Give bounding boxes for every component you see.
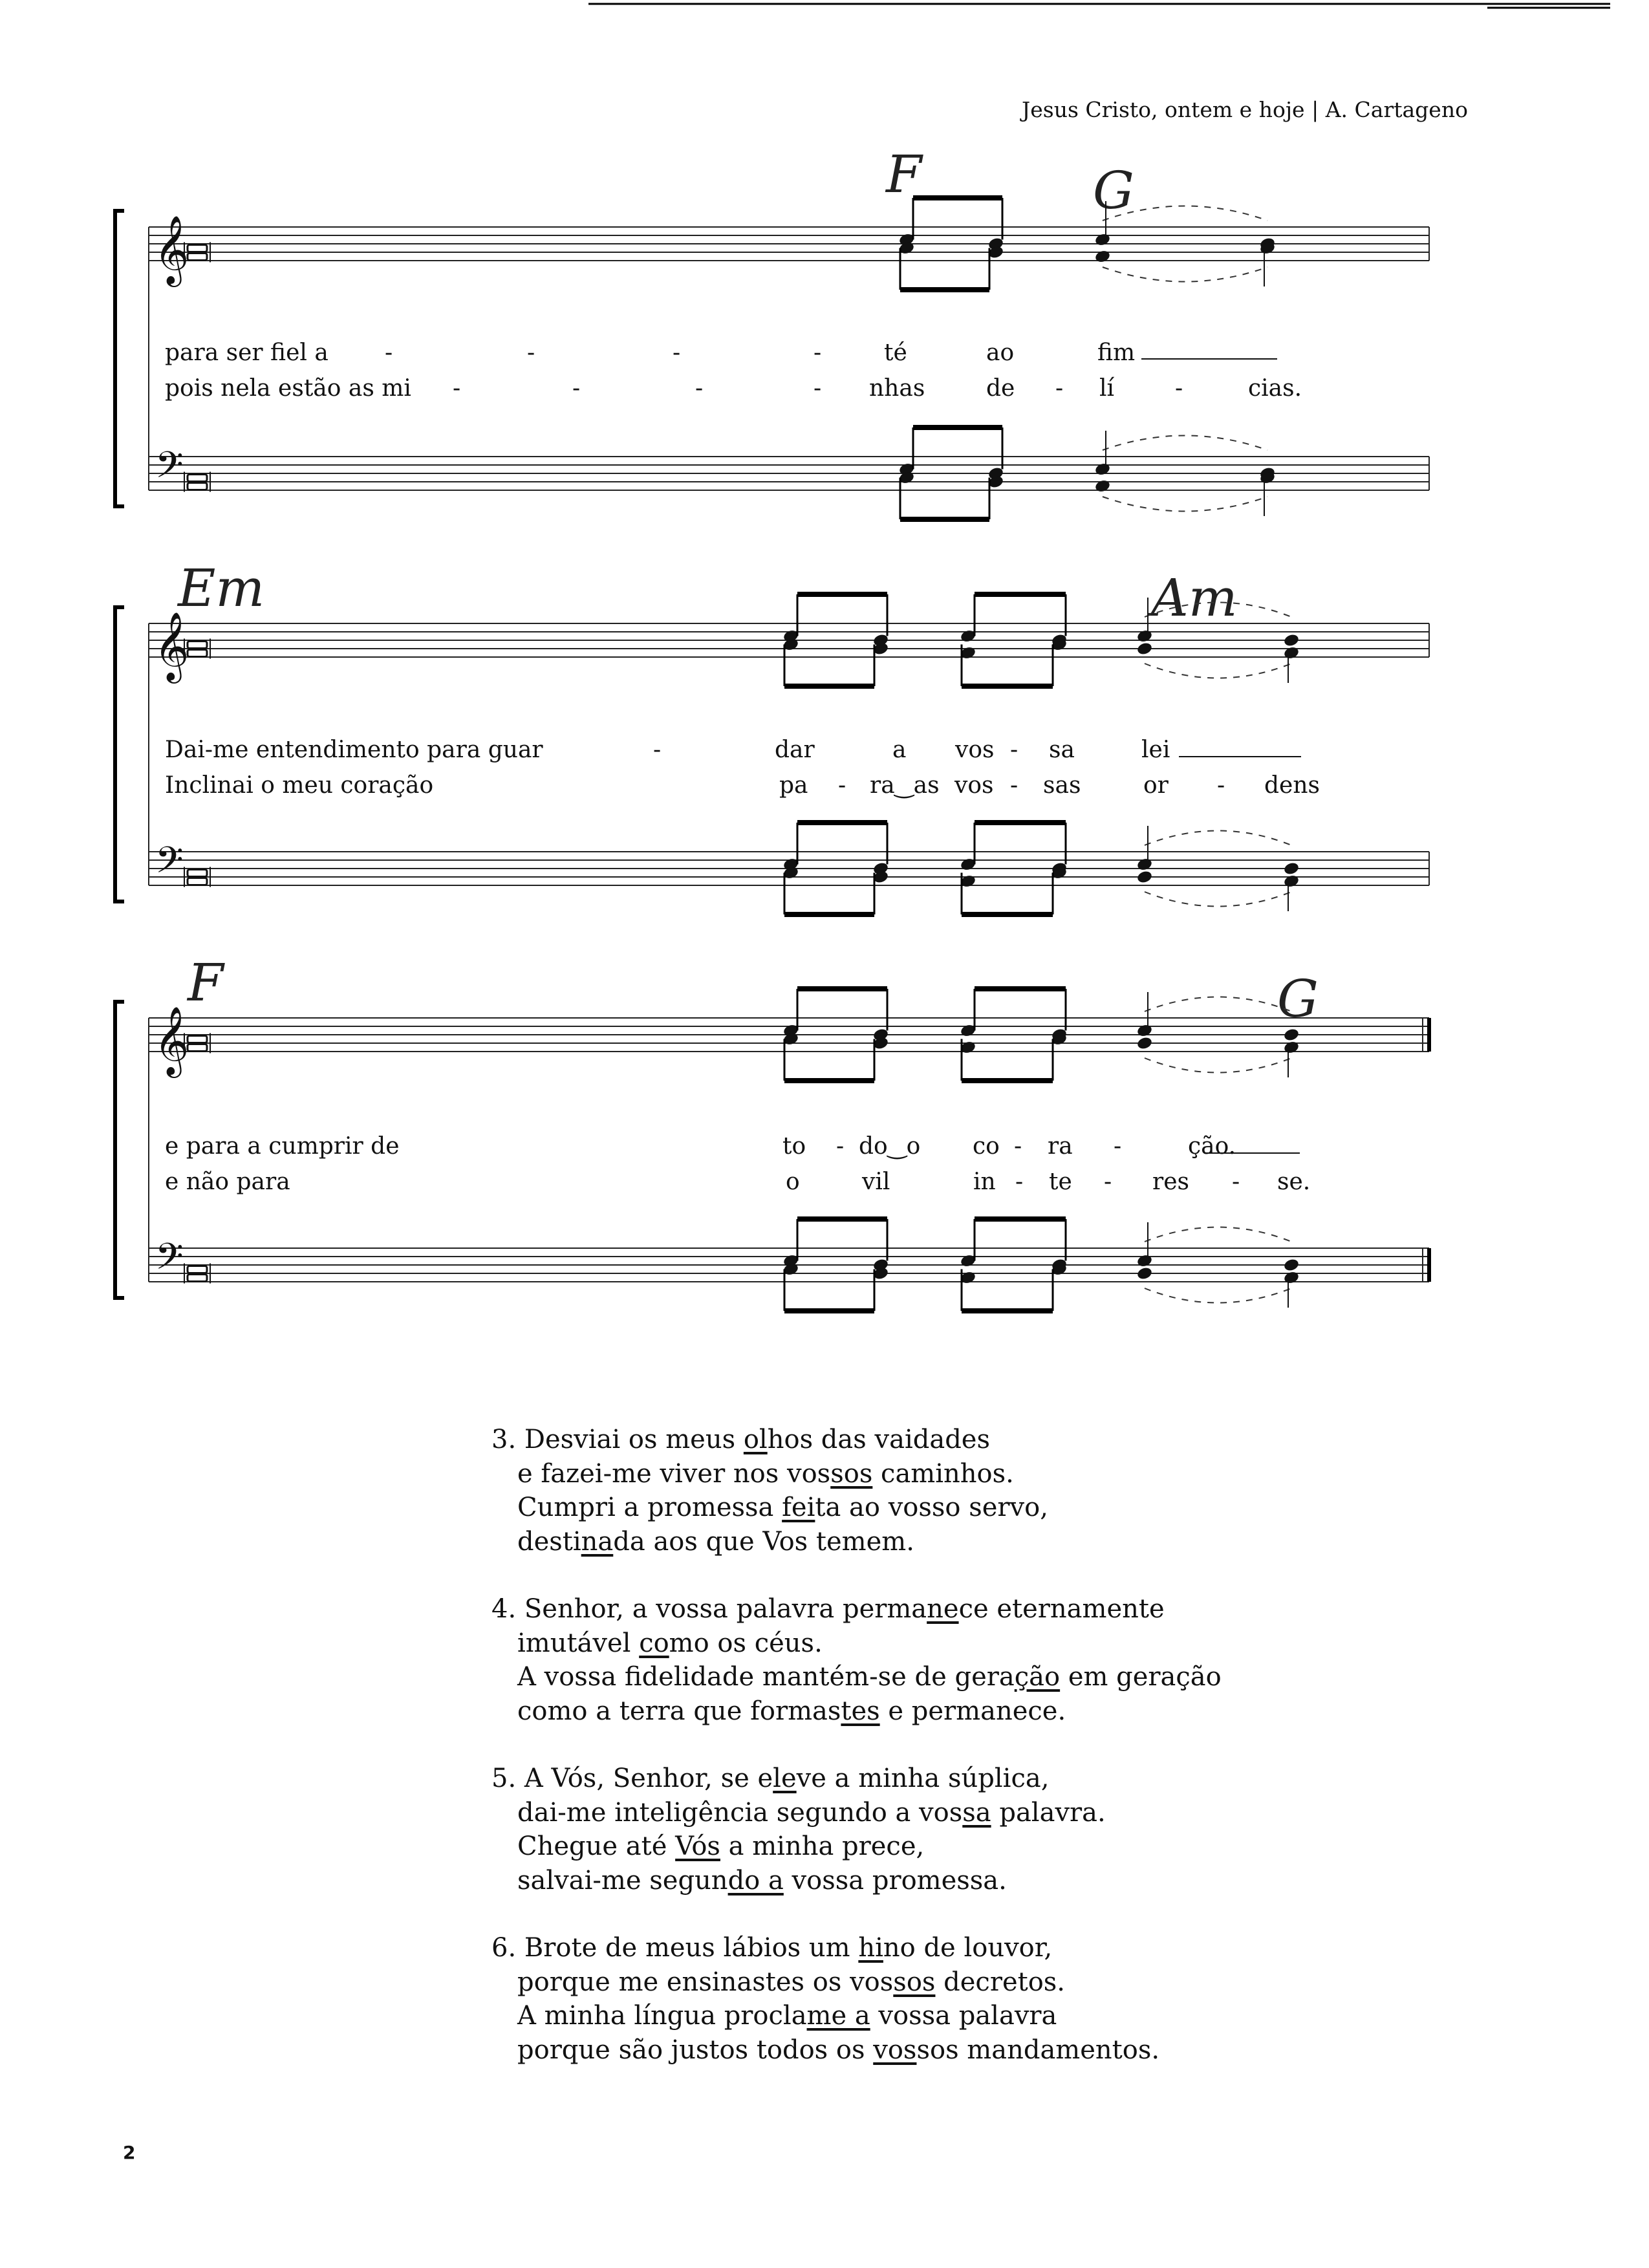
breve-note [188, 483, 207, 490]
notehead [1136, 1023, 1153, 1038]
verse-text: Chegue até [517, 1831, 676, 1861]
notehead [1283, 861, 1300, 876]
lyric-syllable: res [1152, 1169, 1189, 1195]
verse-text: A minha língua procla [517, 2001, 807, 2031]
breve-note [188, 1266, 207, 1273]
notehead [1283, 645, 1300, 660]
lyric-syllable: cias. [1248, 375, 1302, 402]
notehead [1094, 479, 1111, 493]
treble-clef: 𝄞 [154, 215, 189, 284]
verse-text: da aos que Vos temem. [613, 1526, 914, 1557]
lyric-syllable: pa [779, 772, 808, 799]
verse-text: Senhor, a vossa palavra perma [524, 1594, 927, 1624]
lyric-syllable: - [695, 375, 704, 402]
lyric-syllable: co [973, 1133, 1000, 1160]
lyric-syllable: - [1055, 375, 1064, 402]
system-bracket [115, 1002, 124, 1298]
verse-line [491, 1999, 1222, 2033]
verse-text: dai-me inteligência segundo a vos [517, 1797, 963, 1828]
verse-text: a minha prece, [720, 1831, 925, 1861]
page-number: 2 [123, 2142, 136, 2163]
verse-text: desti [517, 1526, 581, 1557]
slur [1103, 206, 1267, 221]
treble-clef: 𝄞 [154, 611, 189, 680]
verse-text: porque são justos todos os [517, 2035, 874, 2065]
slur [1145, 997, 1291, 1012]
verse-number: 3. [491, 1425, 524, 1454]
breve-note [188, 475, 207, 482]
accent-syllable: ção [1014, 1662, 1061, 1692]
notehead [1136, 629, 1153, 643]
chord-symbol: G [1093, 160, 1134, 221]
lyric-syllable: to [782, 1133, 806, 1160]
lyric-syllable: ra‿as [870, 772, 940, 799]
verse-text: no de louvor, [883, 1933, 1053, 1963]
verse-text: Desviai os meus [524, 1425, 744, 1454]
lyric-syllable: - [527, 340, 535, 366]
verse-line [491, 2033, 1222, 2068]
lyric-syllable: ao [986, 340, 1015, 366]
notehead [1094, 462, 1111, 477]
lyric-syllable: - [1104, 1169, 1112, 1195]
lyric-syllable: - [572, 375, 581, 402]
lyric-syllable: - [673, 340, 681, 366]
verse-text: decretos. [935, 1967, 1066, 1997]
notehead [1136, 857, 1153, 872]
lyric-syllable: do‿o [859, 1133, 921, 1160]
lyric-syllable: - [1232, 1169, 1240, 1195]
chord-symbol: Am [1151, 568, 1238, 628]
lyric-syllable: in [973, 1169, 996, 1195]
verse-line [491, 1660, 1222, 1694]
lyric-syllable: - [385, 340, 393, 366]
lyric-syllable: - [1217, 772, 1225, 799]
lyric-syllable: or [1143, 772, 1169, 799]
verse-text: como a terra que formas [517, 1696, 841, 1726]
composer-name: A. Cartageno [1325, 97, 1468, 122]
notehead [1094, 232, 1111, 247]
slur [1103, 497, 1267, 512]
chord-symbol: Em [178, 558, 265, 618]
slur [1145, 1288, 1291, 1303]
accent-syllable: hi [858, 1933, 883, 1963]
verse-line [491, 1525, 1222, 1559]
bass-clef: 𝄢 [155, 444, 184, 495]
notehead [1136, 870, 1153, 885]
verse-number: 4. [491, 1594, 524, 1624]
accent-syllable: do a [727, 1865, 784, 1895]
verse-text: salvai-me segun [517, 1865, 728, 1895]
slur [1145, 603, 1291, 618]
verse-line [491, 1592, 1222, 1626]
lyric-syllable: sa [1049, 737, 1075, 763]
verse-text: mo os céus. [669, 1628, 823, 1658]
notehead [1136, 642, 1153, 656]
treble-clef: 𝄞 [154, 1006, 189, 1075]
verse-line [491, 1491, 1222, 1525]
breve-note [188, 870, 207, 877]
bass-clef: 𝄢 [155, 1236, 184, 1287]
breve-note [188, 245, 207, 252]
verse-number: 5. [491, 1764, 524, 1793]
lyric-syllable: vil [862, 1169, 890, 1195]
breve-note [188, 1275, 207, 1282]
verse-text: Brote de meus lábios um [524, 1933, 859, 1963]
chord-symbol: G [1277, 969, 1319, 1029]
lyric-syllable: - [1010, 772, 1018, 799]
lyric-syllable: e não para [165, 1169, 290, 1195]
verse-text: sos mandamentos. [916, 2035, 1160, 2065]
breve-note [188, 642, 207, 649]
verse-text: caminhos. [872, 1458, 1014, 1489]
lyric-syllable: se. [1277, 1169, 1311, 1195]
verse-line [491, 1762, 1222, 1796]
lyric-syllable: - [1114, 1133, 1122, 1160]
lyric-syllable: té [884, 340, 907, 366]
slur [1103, 436, 1267, 451]
verse-text: ce eternamente [958, 1594, 1165, 1624]
accent-syllable: co [639, 1628, 669, 1658]
lyric-syllable: ra [1048, 1133, 1073, 1160]
lyric-syllable: - [838, 772, 846, 799]
breve-note [188, 1036, 207, 1043]
verse-line [491, 1796, 1222, 1830]
notehead [1283, 633, 1300, 648]
verse-text: hos das vaidades [767, 1425, 990, 1454]
lyric-syllable: - [1014, 1133, 1022, 1160]
lyric-syllable: - [1010, 737, 1018, 763]
verse-line [491, 1423, 1222, 1457]
verse-stanza [491, 1592, 1222, 1728]
lyric-syllable: lí [1099, 375, 1115, 402]
verse-line [491, 1931, 1222, 1965]
accent-syllable: vos [873, 2035, 917, 2065]
breve-note [188, 1044, 207, 1052]
lyric-syllable: fim [1097, 340, 1136, 366]
lyric-syllable: - [836, 1133, 845, 1160]
slur [1145, 892, 1291, 907]
accent-syllable: fei [782, 1493, 815, 1522]
lyric-syllable: ção. [1188, 1133, 1236, 1160]
notehead [1136, 1266, 1153, 1281]
lyric-syllable: - [814, 375, 822, 402]
verse-number: 6. [491, 1933, 524, 1963]
verse-text: e fazei-me viver nos vos [517, 1458, 831, 1489]
verse-text: vossa promessa. [783, 1865, 1007, 1895]
lyric-syllable: vos [954, 772, 994, 799]
verse-text: em geração [1060, 1662, 1222, 1692]
verse-stanza [491, 1423, 1222, 1559]
lyric-syllable: para ser fiel a [165, 340, 329, 366]
slur [1145, 1058, 1291, 1073]
lyric-syllable: dar [775, 737, 815, 763]
verse-text: e permanece. [879, 1696, 1066, 1726]
verse-line [491, 1830, 1222, 1864]
verse-text: vossa palavra [870, 2001, 1057, 2031]
notehead [1283, 874, 1300, 889]
lyric-syllable: - [653, 737, 662, 763]
lyric-syllable: pois nela estão as mi [165, 375, 411, 402]
verse-text: ve a minha súplica, [796, 1764, 1050, 1793]
accent-syllable: sa [962, 1797, 991, 1828]
verse-text: imutável [517, 1628, 640, 1658]
lyric-syllable: - [1015, 1169, 1024, 1195]
notehead [1283, 1028, 1300, 1042]
lyric-syllable: e para a cumprir de [165, 1133, 400, 1160]
lyric-syllable: o [786, 1169, 800, 1195]
accent-syllable: tes [841, 1696, 880, 1726]
verse-text: A Vós, Senhor, se e [524, 1764, 773, 1793]
slur [1103, 267, 1267, 282]
verse-line [491, 1626, 1222, 1661]
accent-syllable: sos [893, 1967, 936, 1997]
verse-text: Cumpri a promessa [517, 1493, 782, 1522]
slur [1145, 831, 1291, 846]
verse-line [491, 1864, 1222, 1898]
lyric-syllable: - [814, 340, 822, 366]
verses-block [491, 1423, 1222, 2101]
chord-symbol: F [886, 144, 922, 204]
notehead [1283, 1258, 1300, 1273]
accent-syllable: me a [806, 2001, 870, 2031]
lyric-syllable: de [986, 375, 1015, 402]
lyric-syllable: a [892, 737, 907, 763]
lyric-syllable: te [1049, 1169, 1072, 1195]
verse-text: ta ao vosso servo, [815, 1493, 1048, 1522]
notehead [1094, 249, 1111, 264]
verse-line [491, 1965, 1222, 2000]
notehead [1136, 1036, 1153, 1051]
verse-stanza [491, 1931, 1222, 2067]
header-separator: | [1311, 97, 1319, 122]
lyric-syllable: - [453, 375, 461, 402]
notehead [1283, 1270, 1300, 1285]
accent-syllable: ol [743, 1425, 768, 1454]
breve-note [188, 254, 207, 261]
song-title: Jesus Cristo, ontem e hoje [1022, 97, 1305, 122]
lyric-syllable: dens [1264, 772, 1320, 799]
breve-note [188, 878, 207, 885]
verse-text: palavra. [991, 1797, 1106, 1828]
slur [1145, 664, 1291, 678]
verse-text: A vossa fidelidade mantém-se de gera [517, 1662, 1015, 1692]
notehead [1283, 1040, 1300, 1055]
lyric-syllable: - [1175, 375, 1183, 402]
verse-line [491, 1457, 1222, 1491]
verse-stanza [491, 1762, 1222, 1897]
lyric-syllable: nhas [869, 375, 925, 402]
slur [1145, 1227, 1291, 1242]
verse-line [491, 1694, 1222, 1729]
accent-syllable: sos [830, 1458, 873, 1489]
accent-syllable: ne [927, 1594, 959, 1624]
verse-text: porque me ensinastes os vos [517, 1967, 894, 1997]
system-bracket [115, 211, 124, 506]
lyric-syllable: Inclinai o meu coração [165, 772, 434, 799]
lyric-syllable: lei [1141, 737, 1170, 763]
accent-syllable: Vós [675, 1831, 720, 1861]
notehead [1136, 1253, 1153, 1268]
accent-syllable: na [581, 1526, 614, 1557]
breve-note [188, 650, 207, 657]
lyric-syllable: Dai-me entendimento para guar [165, 737, 543, 763]
lyric-syllable: sas [1043, 772, 1081, 799]
lyric-syllable: vos [955, 737, 995, 763]
chord-symbol: F [188, 953, 224, 1013]
system-bracket [115, 607, 124, 902]
accent-syllable: le [773, 1764, 797, 1793]
bass-clef: 𝄢 [155, 839, 184, 891]
